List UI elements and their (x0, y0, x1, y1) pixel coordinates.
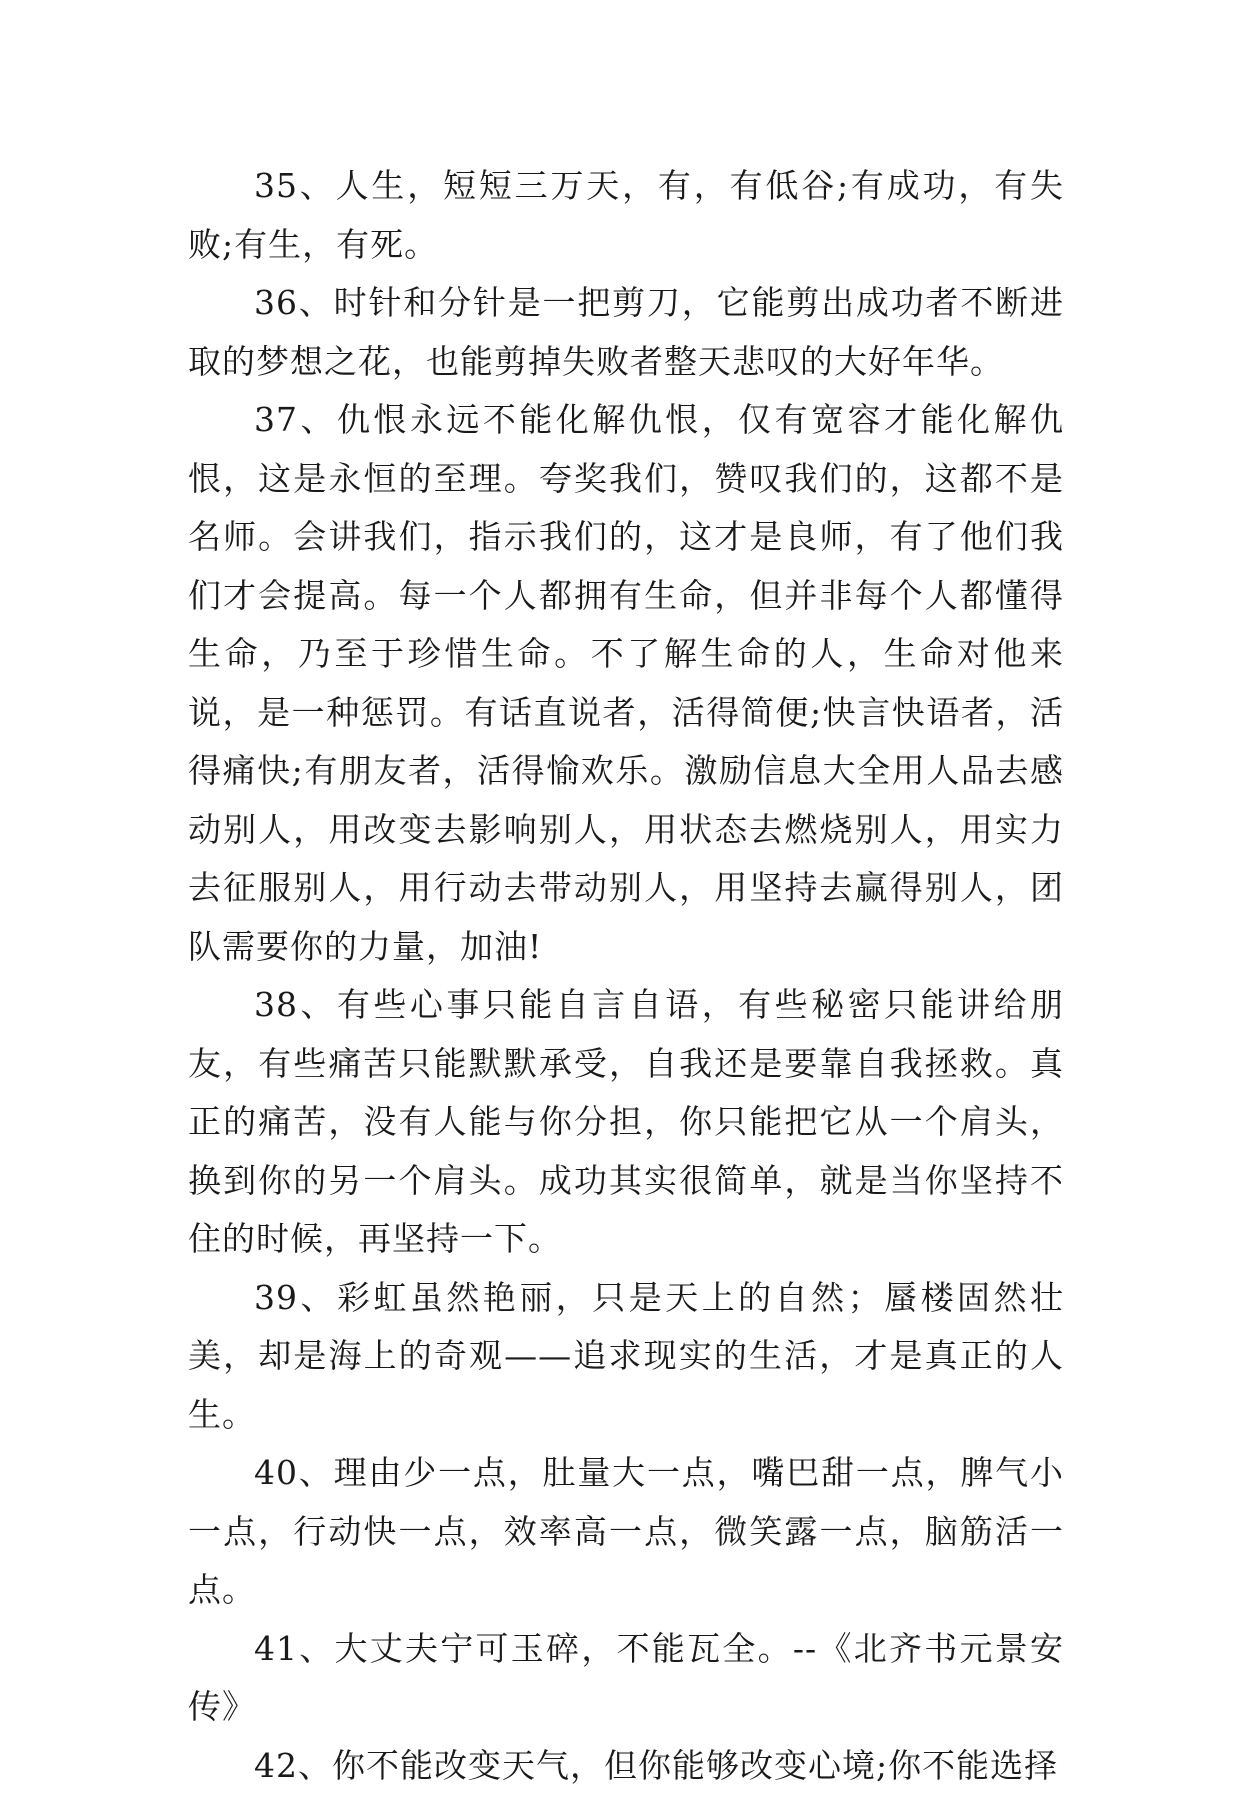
paragraph-42: 42、你不能改变天气，但你能够改变心境;你不能选择 (188, 1737, 1064, 1795)
paragraph-41: 41、大丈夫宁可玉碎，不能瓦全。--《北齐书元景安传》 (188, 1620, 1064, 1737)
paragraph-40: 40、理由少一点，肚量大一点，嘴巴甜一点，脾气小一点，行动快一点，效率高一点，微笑露一点，脑筋活一点。 (188, 1444, 1064, 1620)
paragraph-36: 36、时针和分针是一把剪刀，它能剪出成功者不断进取的梦想之花，也能剪掉失败者整天悲叹的大好年华。 (188, 274, 1064, 391)
document-body (188, 157, 1064, 1795)
paragraph-37: 37、仇恨永远不能化解仇恨，仅有宽容才能化解仇恨，这是永恒的至理。夸奖我们，赞叹我们的，这都不是名师。会讲我们，指示我们的，这才是良师，有了他们我们才会提高。每一个人都拥有生命，但并非每个人都懂得生命，乃至于珍惜生命。不了解生命的人，生命对他来说，是一种惩罚。有话直说者，活得简便;快言快语者，活得痛快;有朋友者，活得愉欢乐。激励信息大全用人品去感动别人，用改变去影响别人，用状态去燃烧别人，用实力去征服别人，用行动去带动别人，用坚持去赢得别人，团队需要你的力量，加油! (188, 391, 1064, 976)
paragraph-39: 39、彩虹虽然艳丽，只是天上的自然；蜃楼固然壮美，却是海上的奇观——追求现实的生活，才是真正的人生。 (188, 1269, 1064, 1445)
paragraph-38: 38、有些心事只能自言自语，有些秘密只能讲给朋友，有些痛苦只能默默承受，自我还是要靠自我拯救。真正的痛苦，没有人能与你分担，你只能把它从一个肩头，换到你的另一个肩头。成功其实很简单，就是当你坚持不住的时候，再坚持一下。 (188, 976, 1064, 1269)
paragraph-35: 35、人生，短短三万天，有，有低谷;有成功，有失败;有生，有死。 (188, 157, 1064, 274)
